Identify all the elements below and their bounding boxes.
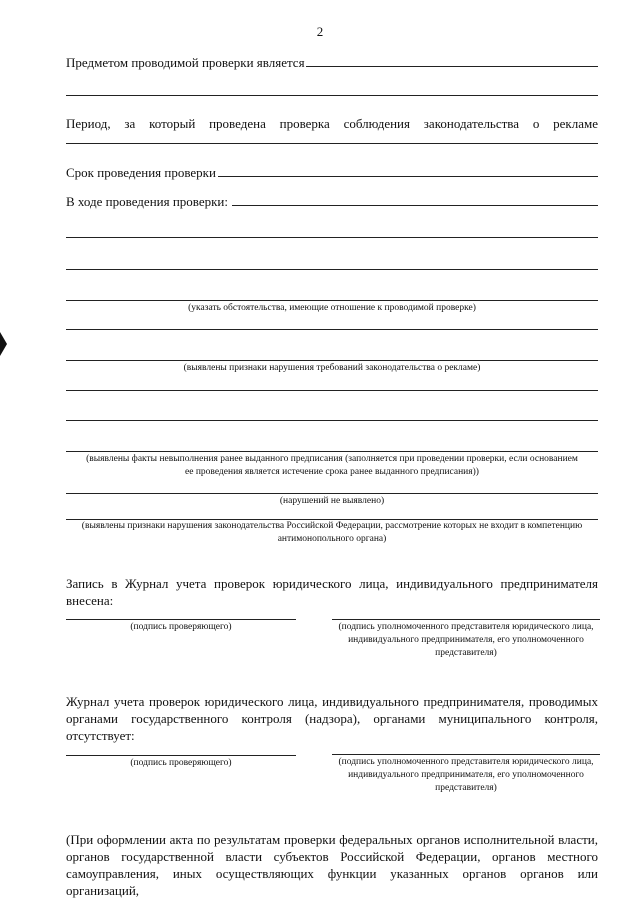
course-label: В ходе проведения проверки: [66, 194, 229, 209]
period-label: Период, за который проведена проверка соблюдения законодательства о рекламе [66, 116, 598, 131]
violations-line-2[interactable] [66, 360, 598, 361]
period-field-line[interactable] [66, 143, 598, 144]
hint-rf-violations: (выявлены признаки нарушения законодательства Российской Федерации, рассмотрение которых не входит в компетенцию антимонопольного органа) [81, 521, 583, 544]
scan-edge-mark [0, 332, 7, 356]
violations-line-1[interactable] [66, 329, 598, 330]
hint-circumstances: (указать обстоятельства, имеющие отношение к проводимой проверке) [188, 303, 476, 313]
inspector-signature-caption-1: (подпись проверяющего) [130, 622, 232, 632]
inspector-signature-line-2[interactable] [66, 755, 296, 756]
subject-continuation-line[interactable] [66, 95, 598, 96]
duration-label: Срок проведения проверки [66, 165, 216, 180]
journal-absent-text: Журнал учета проверок юридического лица, индивидуального предпринимателя, проводимых органами государственного контроля (надзора), органами муниципального контроля, отсутствует: [66, 694, 598, 743]
representative-signature-caption-2: (подпись уполномоченного представителя юридического лица, индивидуального предпринимателя, его уполномоченного представителя) [338, 757, 594, 793]
subject-label: Предметом проводимой проверки является [66, 55, 305, 70]
final-paragraph: (При оформлении акта по результатам проверки федеральных органов исполнительной власти, органов государственной власти субъектов Российской Федерации, органов местного самоуправления, иных осуществляющих функции указанных органов органов или организаций, [66, 832, 598, 898]
page-number: 2 [316, 24, 324, 39]
prescription-line-2[interactable] [66, 420, 598, 421]
representative-signature-caption-1: (подпись уполномоченного представителя юридического лица, индивидуального предпринимателя, его уполномоченного представителя) [338, 622, 594, 658]
representative-signature-line-1[interactable] [332, 619, 600, 620]
course-field-line[interactable] [232, 205, 598, 206]
course-line-3[interactable] [66, 269, 598, 270]
journal-entry-text: Запись в Журнал учета проверок юридического лица, индивидуального предпринимателя внесена: [66, 576, 598, 608]
inspector-signature-line-1[interactable] [66, 619, 296, 620]
circumstances-line[interactable] [66, 300, 598, 301]
subject-field-line[interactable] [306, 66, 598, 67]
hint-prescription: (выявлены факты невыполнения ранее выданного предписания (заполняется при проведении проверки, если основанием ее проведения является истечение срока ранее выданного предписания)) [86, 454, 578, 477]
representative-signature-line-2[interactable] [332, 754, 600, 755]
hint-ad-violations: (выявлены признаки нарушения требований законодательства о рекламе) [183, 363, 481, 373]
prescription-line-1[interactable] [66, 390, 598, 391]
inspector-signature-caption-2: (подпись проверяющего) [130, 758, 232, 768]
course-line-2[interactable] [66, 237, 598, 238]
prescription-line-3[interactable] [66, 451, 598, 452]
no-violations-line[interactable] [66, 493, 598, 494]
hint-no-violations: (нарушений не выявлено) [279, 496, 385, 506]
duration-field-line[interactable] [218, 176, 598, 177]
